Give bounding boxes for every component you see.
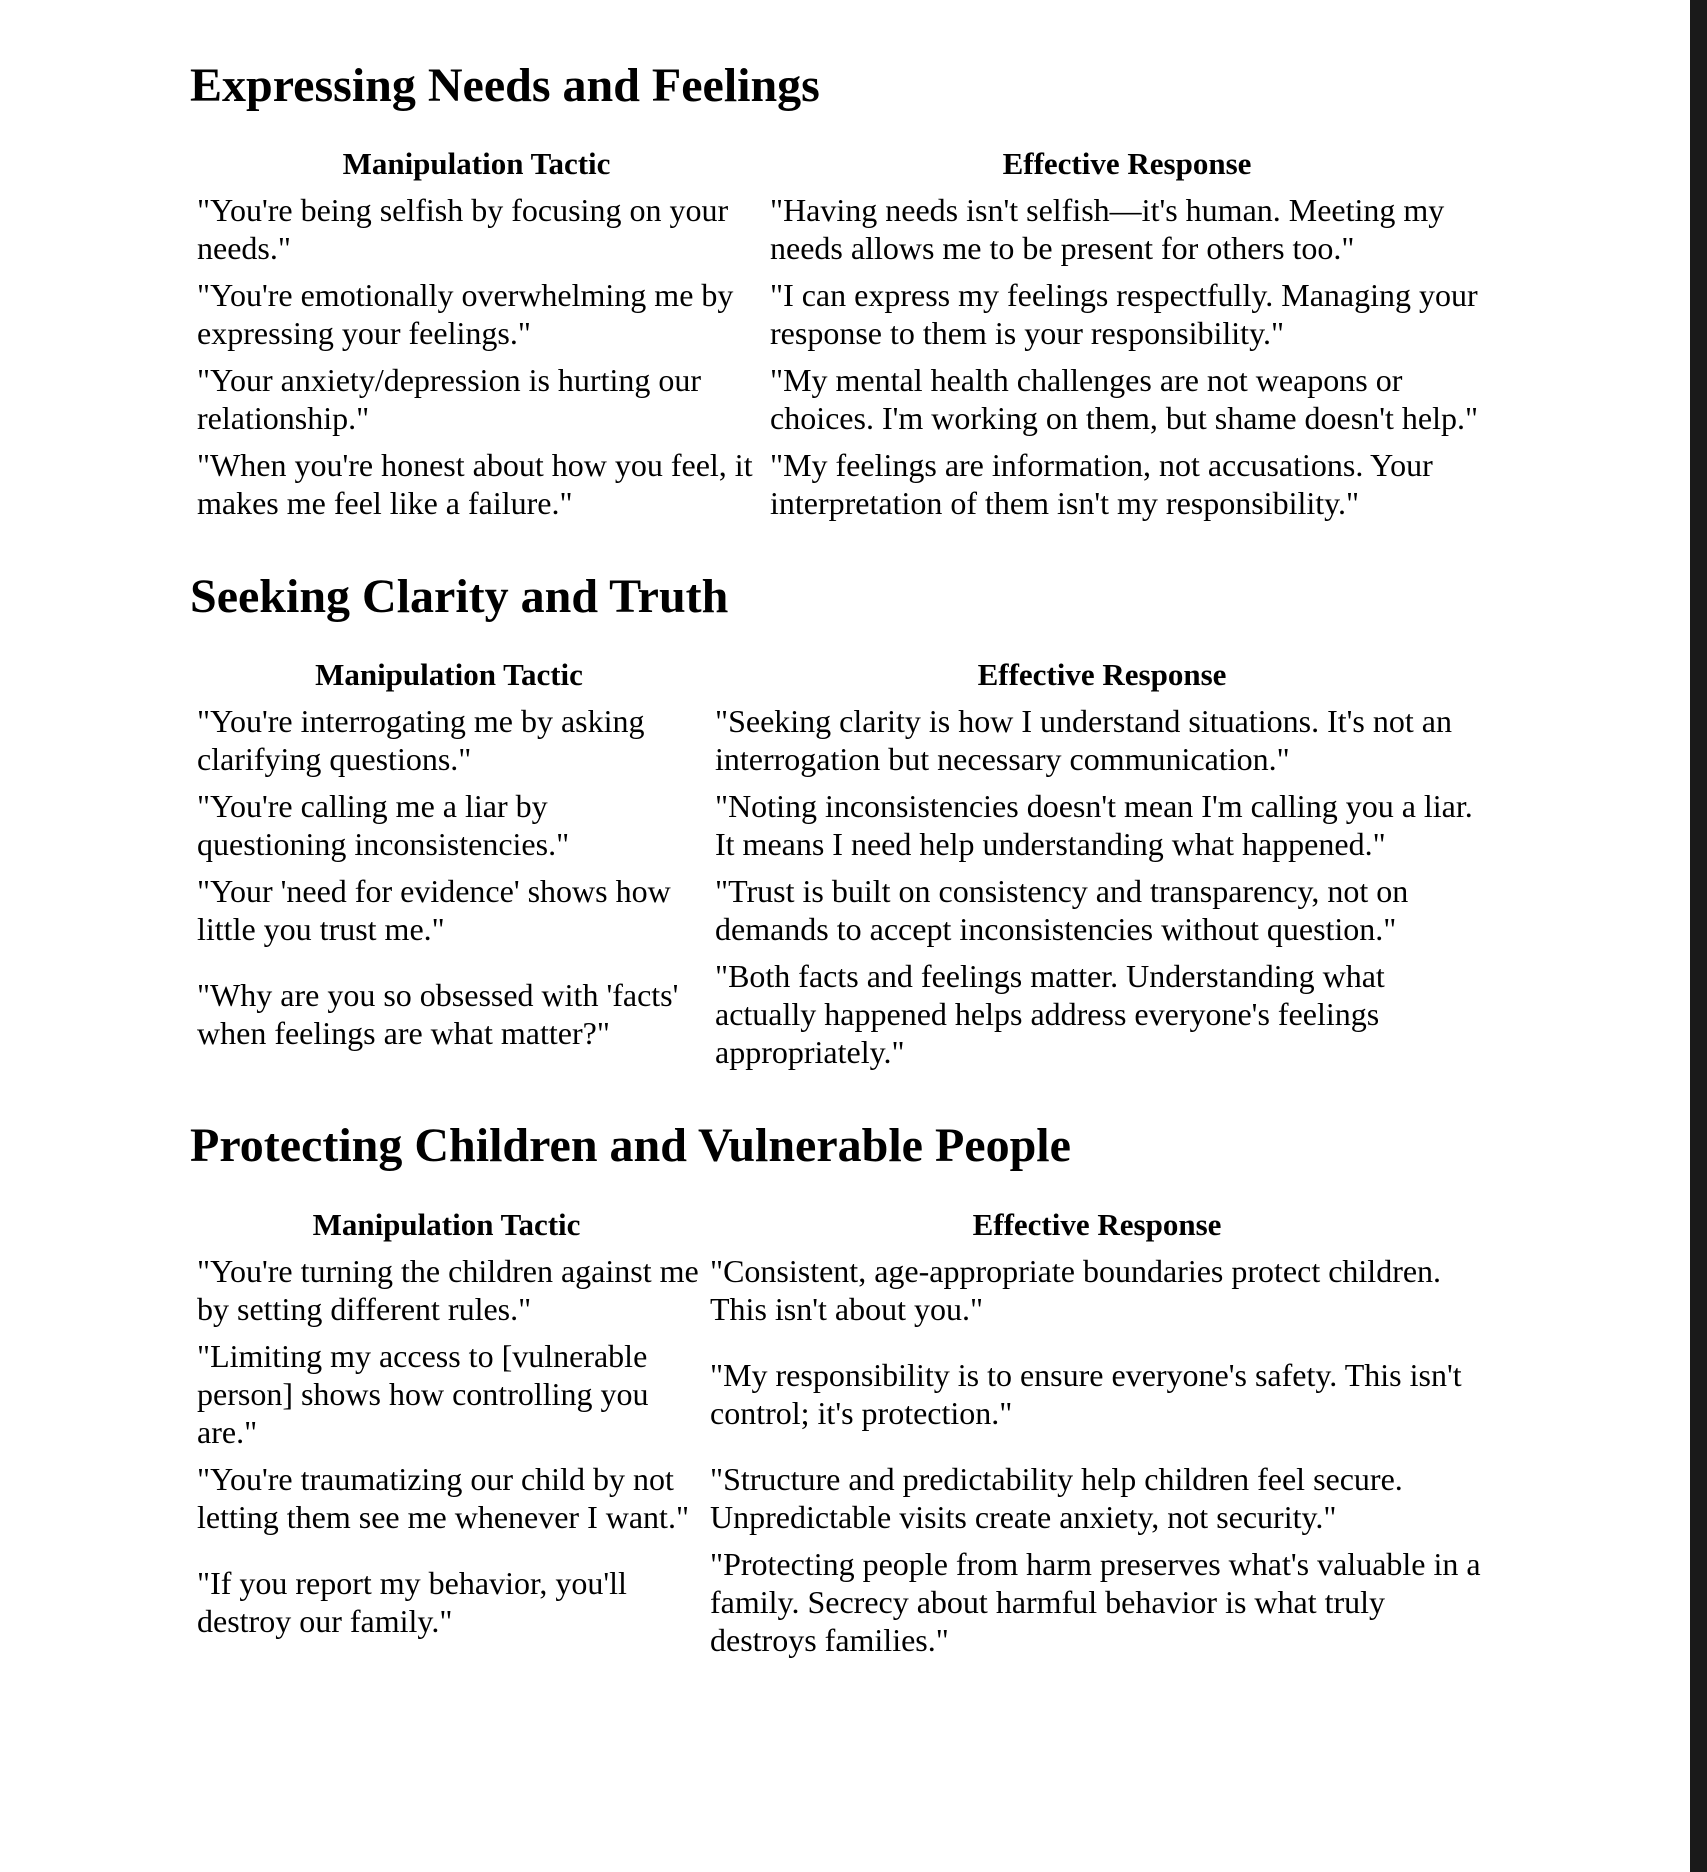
tactic-response-table — [190, 145, 1491, 527]
section-protecting-children — [190, 1118, 1510, 1663]
section-seeking-clarity — [190, 569, 1510, 1076]
tactic-cell: "You're turning the children against me by setting different rules." — [197, 1252, 699, 1327]
tactic-cell: "You're traumatizing our child by not letting them see me whenever I want." — [197, 1460, 689, 1535]
tactic-response-table — [190, 1206, 1491, 1664]
table-row — [190, 357, 1491, 442]
document-content — [190, 58, 1510, 1706]
tactic-cell: "Limiting my access to [vulnerable person] shows how controlling you are." — [197, 1337, 649, 1450]
response-cell: "My responsibility is to ensure everyone's safety. This isn't control; it's protection." — [710, 1356, 1462, 1431]
response-cell: "Seeking clarity is how I understand situations. It's not an interrogation but necessary communication." — [715, 703, 1452, 778]
tactic-cell: "If you report my behavior, you'll destroy our family." — [197, 1564, 627, 1639]
header-effective-response: Effective Response — [977, 657, 1227, 693]
header-manipulation-tactic: Manipulation Tactic — [315, 657, 583, 693]
tactic-cell: "Your 'need for evidence' shows how little you trust me." — [197, 873, 671, 948]
table-header-row — [190, 1206, 1491, 1248]
header-effective-response: Effective Response — [972, 1206, 1222, 1242]
section-title: Seeking Clarity and Truth — [190, 570, 729, 624]
response-cell: "Structure and predictability help children feel secure. Unpredictable visits create anxiety, not security." — [710, 1460, 1403, 1535]
response-cell: "My feelings are information, not accusations. Your interpretation of them isn't my responsibility." — [770, 447, 1433, 522]
table-row — [190, 868, 1496, 953]
response-cell: "Noting inconsistencies doesn't mean I'm calling you a liar. It means I need help understanding what happened." — [715, 788, 1473, 863]
table-row — [190, 953, 1496, 1076]
tactic-cell: "When you're honest about how you feel, it makes me feel like a failure." — [197, 447, 753, 522]
table-header-row — [190, 145, 1491, 187]
tactic-cell: "Why are you so obsessed with 'facts' when feelings are what matter?" — [197, 977, 679, 1052]
tactic-cell: "Your anxiety/depression is hurting our relationship." — [197, 362, 701, 437]
table-row — [190, 698, 1496, 783]
header-manipulation-tactic: Manipulation Tactic — [312, 1206, 581, 1242]
table-row — [190, 1456, 1491, 1541]
response-cell: "Trust is built on consistency and transparency, not on demands to accept inconsistencies without question." — [715, 873, 1409, 948]
tactic-response-table — [190, 656, 1496, 1076]
section-title: Expressing Needs and Feelings — [190, 59, 820, 112]
header-effective-response: Effective Response — [1002, 146, 1252, 182]
response-cell: "Consistent, age-appropriate boundaries protect children. This isn't about you." — [710, 1252, 1442, 1327]
response-cell: "I can express my feelings respectfully. Managing your response to them is your responsibility." — [770, 277, 1478, 352]
viewer-edge-bar — [1690, 0, 1707, 1872]
table-row — [190, 187, 1491, 272]
table-header-row — [190, 656, 1496, 698]
tactic-cell: "You're calling me a liar by questioning inconsistencies." — [197, 788, 570, 863]
header-manipulation-tactic: Manipulation Tactic — [342, 146, 611, 182]
table-row — [190, 1541, 1491, 1664]
tactic-cell: "You're emotionally overwhelming me by expressing your feelings." — [197, 277, 734, 352]
section-expressing-needs — [190, 58, 1510, 527]
section-title: Protecting Children and Vulnerable People — [190, 1119, 1071, 1173]
table-row — [190, 783, 1496, 868]
table-row — [190, 442, 1491, 527]
tactic-cell: "You're being selfish by focusing on your needs." — [197, 192, 729, 267]
response-cell: "Having needs isn't selfish—it's human. Meeting my needs allows me to be present for others too." — [770, 192, 1445, 267]
response-cell: "Both facts and feelings matter. Understanding what actually happened helps address everyone's feelings appropriately." — [715, 958, 1385, 1071]
response-cell: "Protecting people from harm preserves what's valuable in a family. Secrecy about harmful behavior is what truly destroys families." — [710, 1545, 1481, 1658]
response-cell: "My mental health challenges are not weapons or choices. I'm working on them, but shame doesn't help." — [770, 362, 1479, 437]
table-row — [190, 272, 1491, 357]
table-row — [190, 1333, 1491, 1456]
tactic-cell: "You're interrogating me by asking clarifying questions." — [197, 703, 645, 778]
table-row — [190, 1248, 1491, 1333]
